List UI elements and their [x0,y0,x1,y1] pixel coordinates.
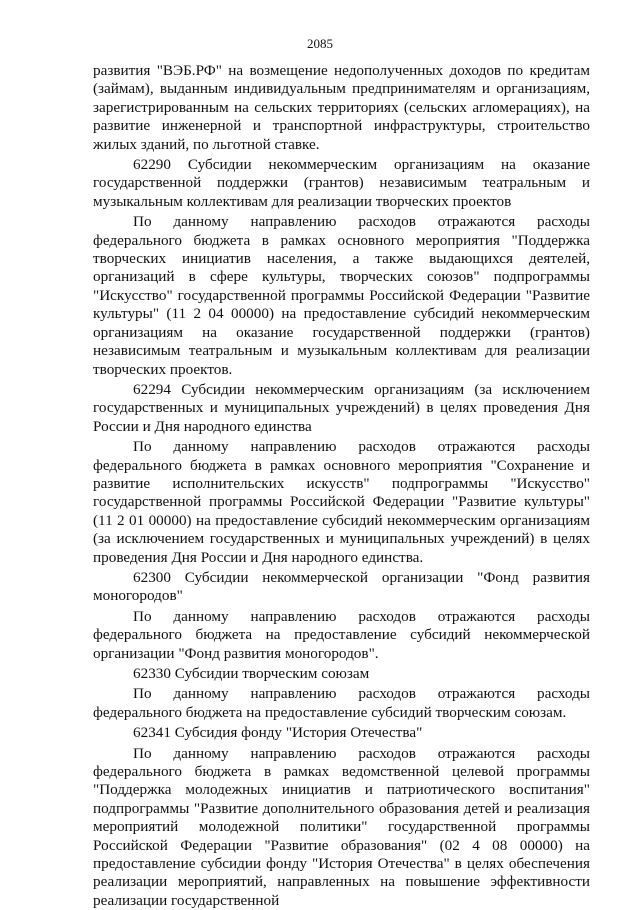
section-heading-62300: 62300 Субсидии некоммерческой организации "Фонд развития моногородов" [93,568,590,605]
paragraph-62294-description: По данному направлению расходов отражаются расходы федерального бюджета в рамках основного мероприятия "Сохранение и развитие исполнительских искусств" подпрограммы "Искусство" государственной программы Российской Федерации "Развитие культуры" (11 2 01 00000) на предоставление субсидий некоммерческим организациям (за исключением государственных и муниципальных учреждений) в целях проведения Дня России и Дня народного единства. [93,438,590,566]
section-heading-62330: 62330 Субсидии творческим союзам [133,665,370,682]
section-heading-62290: 62290 Субсидии некоммерческим организациям на оказание государственной поддержки (грантов) независимым театральным и музыкальным коллективам для реализации творческих проектов [93,156,590,210]
page-number: 2085 [307,36,333,51]
paragraph-62330-description: По данному направлению расходов отражаются расходы федерального бюджета на предоставление субсидий творческим союзам. [93,685,590,721]
document-body [93,62,590,910]
paragraph-62290-description: По данному направлению расходов отражаются расходы федерального бюджета в рамках основного мероприятия "Поддержка творческих инициатив населения, а также выдающихся деятелей, организаций в сфере культуры, творческих союзов" подпрограммы "Искусство" государственной программы Российской Федерации "Развитие культуры" (11 2 04 00000) на предоставление субсидий некоммерческим организациям на оказание государственной поддержки (грантов) независимым театральным и музыкальным коллективам для реализации творческих проектов. [93,213,590,378]
paragraph-62341-description: По данному направлению расходов отражаются расходы федерального бюджета в рамках ведомственной целевой программы "Поддержка молодежных инициатив и патриотического воспитания" подпрограммы "Развитие дополнительного образования детей и реализация мероприятий молодежной политики" государственной программы Российской Федерации "Развитие образования" (02 4 08 00000) на предоставление субсидии фонду "История Отечества" в целях обеспечения реализации мероприятий, направленных на повышение эффективности реализации государственной [93,744,590,909]
section-heading-62341: 62341 Субсидия фонду "История Отечества" [133,724,423,742]
section-heading-62294: 62294 Субсидии некоммерческим организациям (за исключением государственных и муниципальных учреждений) в целях проведения Дня России и Дня народного единства [93,380,590,435]
paragraph-62300-description: По данному направлению расходов отражаются расходы федерального бюджета на предоставление субсидий некоммерческой организации "Фонд развития моногородов". [93,607,590,662]
paragraph-continuation: развития "ВЭБ.РФ" на возмещение недополученных доходов по кредитам (займам), выданным индивидуальным предпринимателям и организациям, зарегистрированным на сельских территориях (сельских агломерациях), на развитие инженерной и транспортной инфраструктуры, строительство жилых зданий, по льготной ставке. [93,62,590,153]
